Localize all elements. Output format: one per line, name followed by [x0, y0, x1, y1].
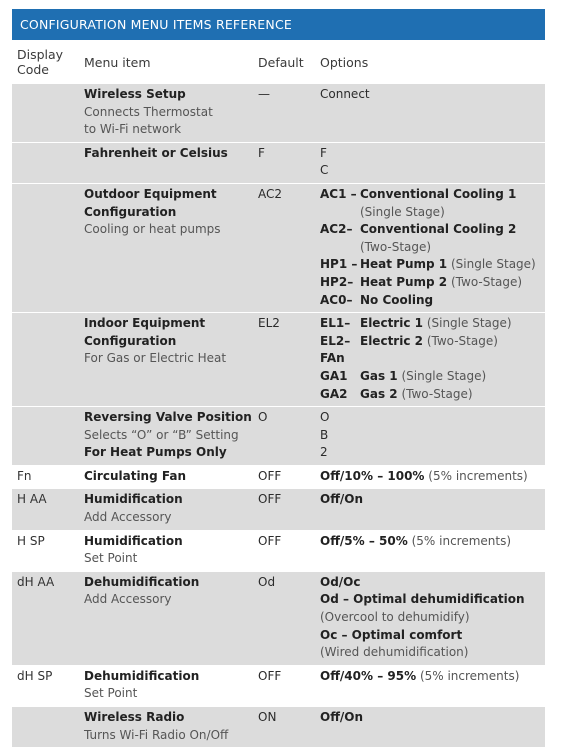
- option-description: [360, 274, 542, 292]
- display-code-cell: [12, 142, 79, 183]
- option-value: Od/Oc: [320, 574, 542, 592]
- menu-item-description: Set Point: [84, 550, 250, 568]
- option-value: (Wired dehumidification): [320, 644, 542, 662]
- option-description: [360, 221, 542, 256]
- menu-item-name: Configuration: [84, 204, 250, 222]
- default-value-cell: O: [253, 407, 315, 466]
- option-value: C: [320, 162, 542, 180]
- table-row: [12, 530, 545, 571]
- options-cell: [315, 465, 545, 489]
- option-label: No Cooling: [360, 293, 433, 307]
- option-value: B: [320, 427, 542, 445]
- range-increment-note: (5% increments): [428, 469, 527, 483]
- menu-item-name: Configuration: [84, 333, 250, 351]
- option-range: [320, 468, 542, 486]
- table-row: [12, 707, 545, 747]
- menu-item-cell: [79, 142, 253, 183]
- option-stage-note: (Single Stage): [360, 204, 542, 222]
- table-row: [12, 313, 545, 407]
- menu-item-cell: [79, 707, 253, 747]
- options-cell: [315, 489, 545, 530]
- option-description: [360, 315, 542, 333]
- menu-item-description: Add Accessory: [84, 509, 250, 527]
- menu-item-description: Cooling or heat pumps: [84, 221, 250, 239]
- header-menu-item: Menu item: [79, 40, 253, 84]
- option-description: [360, 350, 542, 368]
- option-line: [320, 333, 542, 351]
- option-value: Off/On: [320, 491, 542, 509]
- option-value: Connect: [320, 86, 542, 104]
- menu-item-cell: [79, 465, 253, 489]
- option-line: [320, 386, 542, 404]
- option-stage-note: (Two-Stage): [401, 387, 472, 401]
- option-description: [360, 386, 542, 404]
- option-line: [320, 256, 542, 274]
- option-value: O: [320, 409, 542, 427]
- header-default: Default: [253, 40, 315, 84]
- menu-item-description: Selects “O” or “B” Setting: [84, 427, 250, 445]
- menu-item-name: Reversing Valve Position: [84, 409, 250, 427]
- display-code-cell: dH AA: [12, 571, 79, 665]
- default-value-cell: —: [253, 84, 315, 142]
- range-increment-note: (5% increments): [412, 534, 511, 548]
- option-description: [360, 333, 542, 351]
- option-value: (Overcool to dehumidify): [320, 609, 542, 627]
- option-range: [320, 668, 542, 686]
- table-row: [12, 489, 545, 530]
- table-title-banner: [12, 9, 545, 40]
- option-code: AC0–: [320, 292, 360, 310]
- option-value: 2: [320, 444, 542, 462]
- option-label: Heat Pump 1: [360, 257, 447, 271]
- menu-item-name: Wireless Setup: [84, 86, 250, 104]
- menu-item-name: Dehumidification: [84, 668, 250, 686]
- display-code-cell: [12, 183, 79, 312]
- option-label: Electric 2: [360, 334, 423, 348]
- menu-item-cell: [79, 665, 253, 706]
- option-code: HP2–: [320, 274, 360, 292]
- menu-item-description: Turns Wi-Fi Radio On/Off: [84, 727, 250, 745]
- option-stage-note: (Single Stage): [401, 369, 486, 383]
- options-cell: [315, 530, 545, 571]
- option-description: [360, 292, 542, 310]
- display-code-cell: [12, 84, 79, 142]
- option-label: Conventional Cooling 2: [360, 222, 516, 236]
- option-stage-note: (Two-Stage): [451, 275, 522, 289]
- table-row: [12, 142, 545, 183]
- option-label: Heat Pump 2: [360, 275, 447, 289]
- options-cell: [315, 571, 545, 665]
- menu-item-cell: [79, 407, 253, 466]
- options-cell: [315, 407, 545, 466]
- options-cell: [315, 183, 545, 312]
- table-row: [12, 407, 545, 466]
- option-line: [320, 315, 542, 333]
- display-code-cell: Fn: [12, 465, 79, 489]
- default-value-cell: Od: [253, 571, 315, 665]
- menu-item-name: Wireless Radio: [84, 709, 250, 727]
- option-description: [360, 186, 542, 221]
- option-code: FAn: [320, 350, 360, 368]
- menu-item-cell: [79, 183, 253, 312]
- display-code-cell: [12, 707, 79, 747]
- menu-item-name: Humidification: [84, 533, 250, 551]
- display-code-cell: [12, 407, 79, 466]
- option-description: [360, 368, 542, 386]
- range-value: Off/10% – 100%: [320, 469, 424, 483]
- option-line: [320, 292, 542, 310]
- options-cell: [315, 84, 545, 142]
- table-header-row: [12, 40, 545, 84]
- default-value-cell: EL2: [253, 313, 315, 407]
- menu-item-name: Outdoor Equipment: [84, 186, 250, 204]
- option-line: [320, 221, 542, 256]
- options-cell: [315, 142, 545, 183]
- option-stage-note: (Single Stage): [451, 257, 536, 271]
- table-row: [12, 183, 545, 312]
- config-menu-table: [12, 40, 545, 747]
- table-row: [12, 84, 545, 142]
- option-value: F: [320, 145, 542, 163]
- menu-item-cell: [79, 489, 253, 530]
- options-cell: [315, 665, 545, 706]
- option-label: Electric 1: [360, 316, 423, 330]
- menu-item-name: Dehumidification: [84, 574, 250, 592]
- menu-item-name: Fahrenheit or Celsius: [84, 145, 250, 163]
- header-options: Options: [315, 40, 545, 84]
- menu-item-name: Humidification: [84, 491, 250, 509]
- option-line: [320, 274, 542, 292]
- options-cell: [315, 707, 545, 747]
- table-row: [12, 665, 545, 706]
- option-code: HP1 –: [320, 256, 360, 274]
- menu-item-description: For Gas or Electric Heat: [84, 350, 250, 368]
- table-title: CONFIGURATION MENU ITEMS REFERENCE: [20, 17, 292, 32]
- option-stage-note: (Two-Stage): [360, 239, 542, 257]
- default-value-cell: ON: [253, 707, 315, 747]
- menu-item-cell: [79, 571, 253, 665]
- option-stage-note: (Two-Stage): [427, 334, 498, 348]
- menu-item-description: Connects Thermostat: [84, 104, 250, 122]
- option-line: [320, 368, 542, 386]
- option-value: Od – Optimal dehumidification: [320, 591, 542, 609]
- menu-item-cell: [79, 84, 253, 142]
- option-code: GA2: [320, 386, 360, 404]
- menu-item-cell: [79, 530, 253, 571]
- default-value-cell: AC2: [253, 183, 315, 312]
- option-line: [320, 350, 542, 368]
- range-increment-note: (5% increments): [420, 669, 519, 683]
- option-description: [360, 256, 542, 274]
- options-cell: [315, 313, 545, 407]
- range-value: Off/5% – 50%: [320, 534, 408, 548]
- option-stage-note: (Single Stage): [427, 316, 512, 330]
- display-code-cell: H SP: [12, 530, 79, 571]
- menu-item-name: Circulating Fan: [84, 468, 250, 486]
- display-code-cell: H AA: [12, 489, 79, 530]
- option-code: EL2–: [320, 333, 360, 351]
- default-value-cell: F: [253, 142, 315, 183]
- option-code: GA1: [320, 368, 360, 386]
- option-value: Oc – Optimal comfort: [320, 627, 542, 645]
- option-value: Off/On: [320, 709, 542, 727]
- table-row: [12, 571, 545, 665]
- display-code-cell: dH SP: [12, 665, 79, 706]
- option-label: Gas 2: [360, 387, 398, 401]
- default-value-cell: OFF: [253, 530, 315, 571]
- menu-item-description: to Wi-Fi network: [84, 121, 250, 139]
- default-value-cell: OFF: [253, 465, 315, 489]
- option-code: AC2–: [320, 221, 360, 256]
- display-code-cell: [12, 313, 79, 407]
- menu-item-description: Add Accessory: [84, 591, 250, 609]
- default-value-cell: OFF: [253, 489, 315, 530]
- header-display-code: Display Code: [12, 40, 79, 84]
- option-line: [320, 186, 542, 221]
- option-code: EL1–: [320, 315, 360, 333]
- menu-item-cell: [79, 313, 253, 407]
- menu-item-name: Indoor Equipment: [84, 315, 250, 333]
- option-label: Conventional Cooling 1: [360, 187, 516, 201]
- default-value-cell: OFF: [253, 665, 315, 706]
- range-value: Off/40% – 95%: [320, 669, 416, 683]
- reference-document: [12, 9, 545, 747]
- option-range: [320, 533, 542, 551]
- table-row: [12, 465, 545, 489]
- option-label: Gas 1: [360, 369, 398, 383]
- menu-item-note: For Heat Pumps Only: [84, 444, 250, 462]
- menu-item-description: Set Point: [84, 685, 250, 703]
- option-code: AC1 –: [320, 186, 360, 221]
